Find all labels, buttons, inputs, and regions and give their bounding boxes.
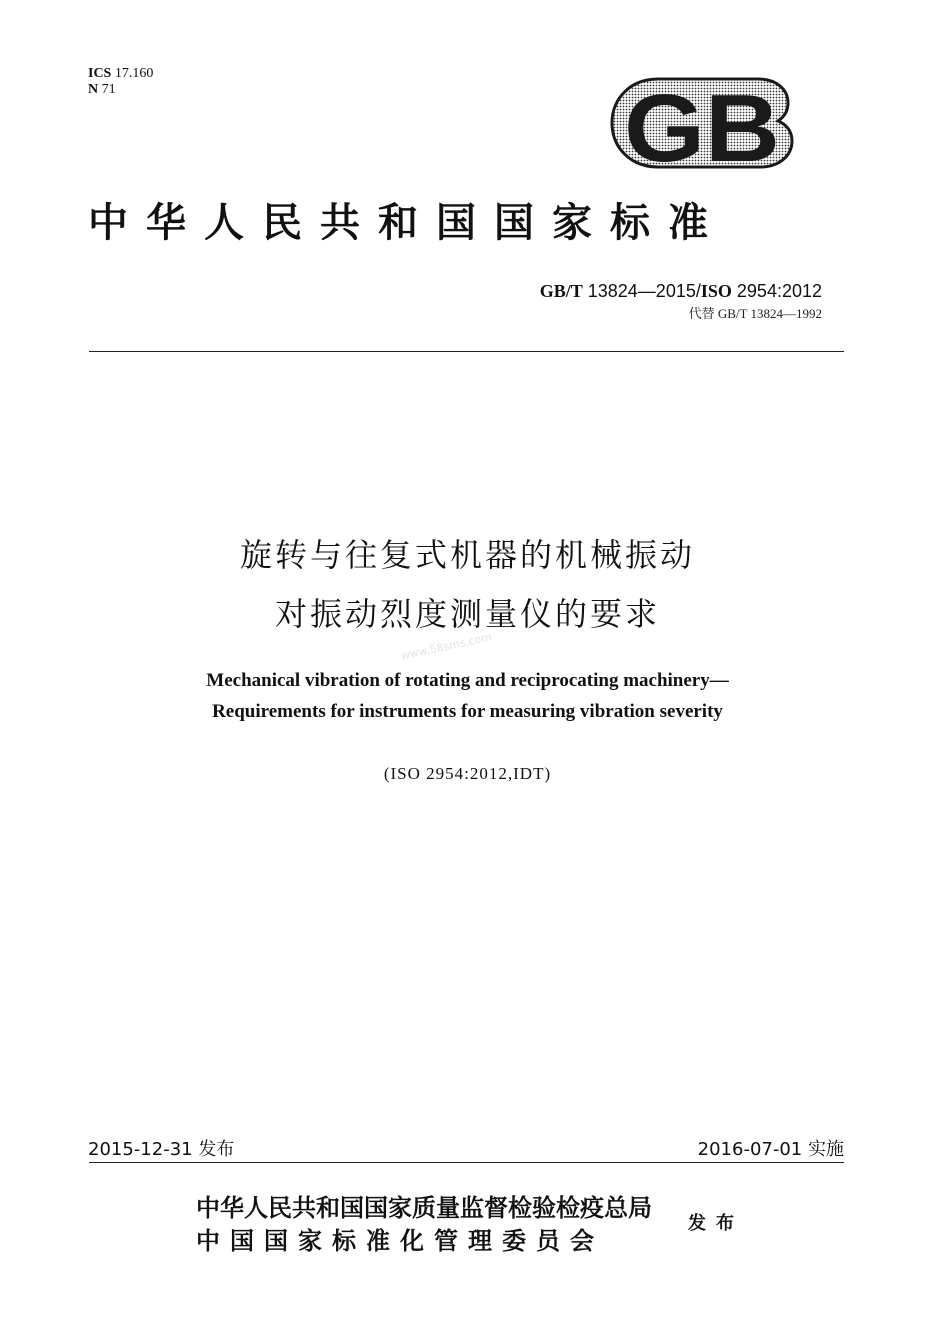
classification-codes	[88, 66, 153, 98]
title-en-line1: Mechanical vibration of rotating and reciprocating machinery—	[206, 670, 729, 691]
top-divider	[89, 351, 844, 352]
standard-number: GB/T 13824—2015/ISO 2954:2012	[539, 281, 822, 301]
title-cn-line1: 旋转与往复式机器的机械振动	[239, 536, 695, 574]
replaces-standard: 代替 GB/T 13824—1992	[688, 306, 822, 321]
issue-date: 2015-12-31 发布	[88, 1139, 235, 1160]
title-en-line2: Requirements for instruments for measuring vibration severity	[212, 701, 723, 722]
ccs-code: N 71	[88, 82, 116, 97]
issuer-aqsiq: 中华人民共和国国家质量监督检验检疫总局	[196, 1193, 652, 1222]
title-cn-line2: 对振动烈度测量仪的要求	[274, 595, 660, 633]
bottom-divider	[89, 1162, 844, 1163]
ics-label: ICS	[88, 66, 112, 81]
publish-label: 发布	[688, 1213, 744, 1234]
logo-letters: GB	[624, 75, 780, 171]
watermark: www.58sms.com	[399, 630, 493, 663]
gb-logo	[610, 75, 794, 171]
ccs-label: N	[88, 82, 99, 97]
ics-code: ICS 17.160	[88, 66, 154, 81]
adoption-note: (ISO 2954:2012,IDT)	[383, 764, 552, 783]
issuer-sac: 中国国家标准化管理委员会	[196, 1226, 604, 1255]
implement-date: 2016-07-01 实施	[697, 1139, 844, 1160]
national-standard-title: 中华人民共和国国家标准	[88, 199, 726, 246]
